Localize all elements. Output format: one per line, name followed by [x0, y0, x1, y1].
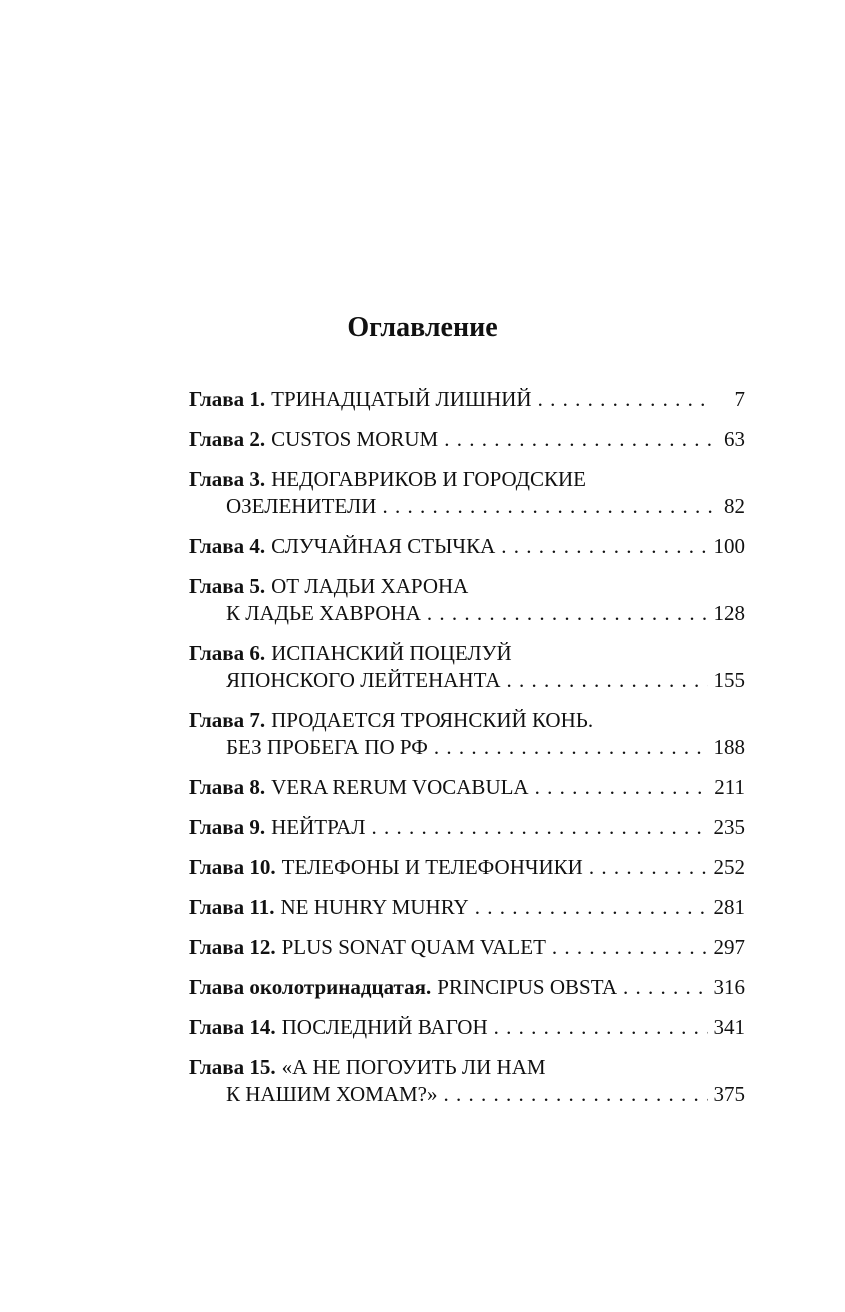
toc-line — [189, 426, 745, 453]
chapter-label: Глава 15. — [189, 1055, 276, 1079]
toc-entry[interactable] — [189, 894, 745, 921]
chapter-label: Глава 7. — [189, 708, 266, 732]
page-number: 341 — [713, 1015, 745, 1039]
page-number: 281 — [713, 895, 745, 919]
toc-entry[interactable] — [189, 533, 745, 560]
toc-entry[interactable] — [189, 386, 745, 413]
dot-leader — [535, 774, 709, 801]
toc-line — [189, 533, 745, 560]
chapter-label: Глава 12. — [189, 935, 276, 959]
dot-leader — [427, 600, 708, 627]
chapter-title: ПОСЛЕДНИЙ ВАГОН — [281, 1015, 488, 1039]
toc-line — [189, 573, 745, 600]
toc-line — [189, 1054, 745, 1081]
toc-entry[interactable] — [189, 774, 745, 801]
chapter-title-continuation: БЕЗ ПРОБЕГА ПО РФ — [226, 735, 428, 759]
dot-leader — [434, 734, 708, 761]
toc-line — [189, 466, 745, 493]
page-number: 7 — [734, 387, 745, 411]
chapter-title-continuation: К ЛАДЬЕ ХАВРОНА — [226, 601, 421, 625]
toc-line — [189, 894, 745, 921]
chapter-title: CUSTOS MORUM — [271, 427, 439, 451]
toc-entry[interactable] — [189, 426, 745, 453]
dot-leader — [623, 974, 707, 1001]
chapter-title: СЛУЧАЙНАЯ СТЫЧКА — [271, 534, 496, 558]
toc-entry[interactable] — [189, 707, 745, 761]
page-number: 128 — [713, 601, 745, 625]
dot-leader — [443, 1081, 707, 1108]
page-number: 235 — [713, 815, 745, 839]
dot-leader — [507, 667, 708, 694]
dot-leader — [475, 894, 708, 921]
toc-line — [189, 934, 745, 961]
toc-line — [189, 707, 745, 734]
chapter-label: Глава 11. — [189, 895, 275, 919]
chapter-label: Глава 3. — [189, 467, 266, 491]
chapter-label: Глава 14. — [189, 1015, 276, 1039]
chapter-title: ИСПАНСКИЙ ПОЦЕЛУЙ — [271, 641, 512, 665]
dot-leader — [552, 934, 708, 961]
toc-line-continuation — [189, 600, 745, 627]
page-number: 297 — [713, 935, 745, 959]
chapter-title: PLUS SONAT QUAM VALET — [281, 935, 546, 959]
toc-title: Оглавление — [347, 312, 498, 343]
chapter-label: Глава 2. — [189, 427, 266, 451]
dot-leader — [382, 493, 713, 520]
page-number: 100 — [713, 534, 745, 558]
toc-line — [189, 640, 745, 667]
chapter-title: «А НЕ ПОГОУИТЬ ЛИ НАМ — [281, 1055, 546, 1079]
chapter-title-continuation: К НАШИМ ХОМАМ?» — [226, 1082, 438, 1106]
toc-line — [189, 854, 745, 881]
toc-line — [189, 1014, 745, 1041]
toc-line-continuation — [189, 493, 745, 520]
dot-leader — [501, 533, 707, 560]
page-number: 155 — [713, 668, 745, 692]
chapter-label: Глава околотринадцатая. — [189, 975, 432, 999]
toc-entry[interactable] — [189, 934, 745, 961]
page-number: 252 — [713, 855, 745, 879]
toc-entry[interactable] — [189, 974, 745, 1001]
chapter-title: ОТ ЛАДЬИ ХАРОНА — [271, 574, 469, 598]
toc-line — [189, 774, 745, 801]
chapter-title: ПРОДАЕТСЯ ТРОЯНСКИЙ КОНЬ. — [271, 708, 594, 732]
chapter-title: PRINCIPUS OBSTA — [437, 975, 618, 999]
chapter-title: VERA RERUM VOCABULA — [271, 775, 529, 799]
toc-line-continuation — [189, 1081, 745, 1108]
chapter-title-continuation: ЯПОНСКОГО ЛЕЙТЕНАНТА — [226, 668, 501, 692]
toc-entry[interactable] — [189, 640, 745, 694]
toc-line — [189, 386, 745, 413]
toc-line-continuation — [189, 734, 745, 761]
toc-entry[interactable] — [189, 466, 745, 520]
toc-entry[interactable] — [189, 854, 745, 881]
chapter-title: ТЕЛЕФОНЫ И ТЕЛЕФОНЧИКИ — [281, 855, 583, 879]
chapter-label: Глава 1. — [189, 387, 266, 411]
chapter-title-continuation: ОЗЕЛЕНИТЕЛИ — [226, 494, 377, 518]
page-number: 316 — [713, 975, 745, 999]
toc-line — [189, 974, 745, 1001]
page-number: 375 — [713, 1082, 745, 1106]
page-number: 188 — [713, 735, 745, 759]
page-number: 63 — [724, 427, 745, 451]
chapter-title: ТРИНАДЦАТЫЙ ЛИШНИЙ — [271, 387, 532, 411]
chapter-label: Глава 8. — [189, 775, 266, 799]
dot-leader — [494, 1014, 708, 1041]
chapter-label: Глава 5. — [189, 574, 266, 598]
dot-leader — [589, 854, 708, 881]
chapter-title: НЕДОГАВРИКОВ И ГОРОДСКИЕ — [271, 467, 586, 491]
toc-entry[interactable] — [189, 1054, 745, 1108]
dot-leader — [538, 386, 713, 413]
dot-leader — [444, 426, 713, 453]
toc-entry[interactable] — [189, 1014, 745, 1041]
toc-line — [189, 814, 745, 841]
chapter-title: NE HUHRY MUHRY — [280, 895, 469, 919]
chapter-label: Глава 10. — [189, 855, 276, 879]
toc-entry[interactable] — [189, 573, 745, 627]
chapter-label: Глава 9. — [189, 815, 266, 839]
dot-leader — [372, 814, 708, 841]
chapter-label: Глава 4. — [189, 534, 266, 558]
page-number: 82 — [724, 494, 745, 518]
toc-line-continuation — [189, 667, 745, 694]
chapter-label: Глава 6. — [189, 641, 266, 665]
toc-entry[interactable] — [189, 814, 745, 841]
table-of-contents — [189, 386, 745, 1121]
chapter-title: НЕЙТРАЛ — [271, 815, 366, 839]
page-number: 211 — [714, 775, 745, 799]
